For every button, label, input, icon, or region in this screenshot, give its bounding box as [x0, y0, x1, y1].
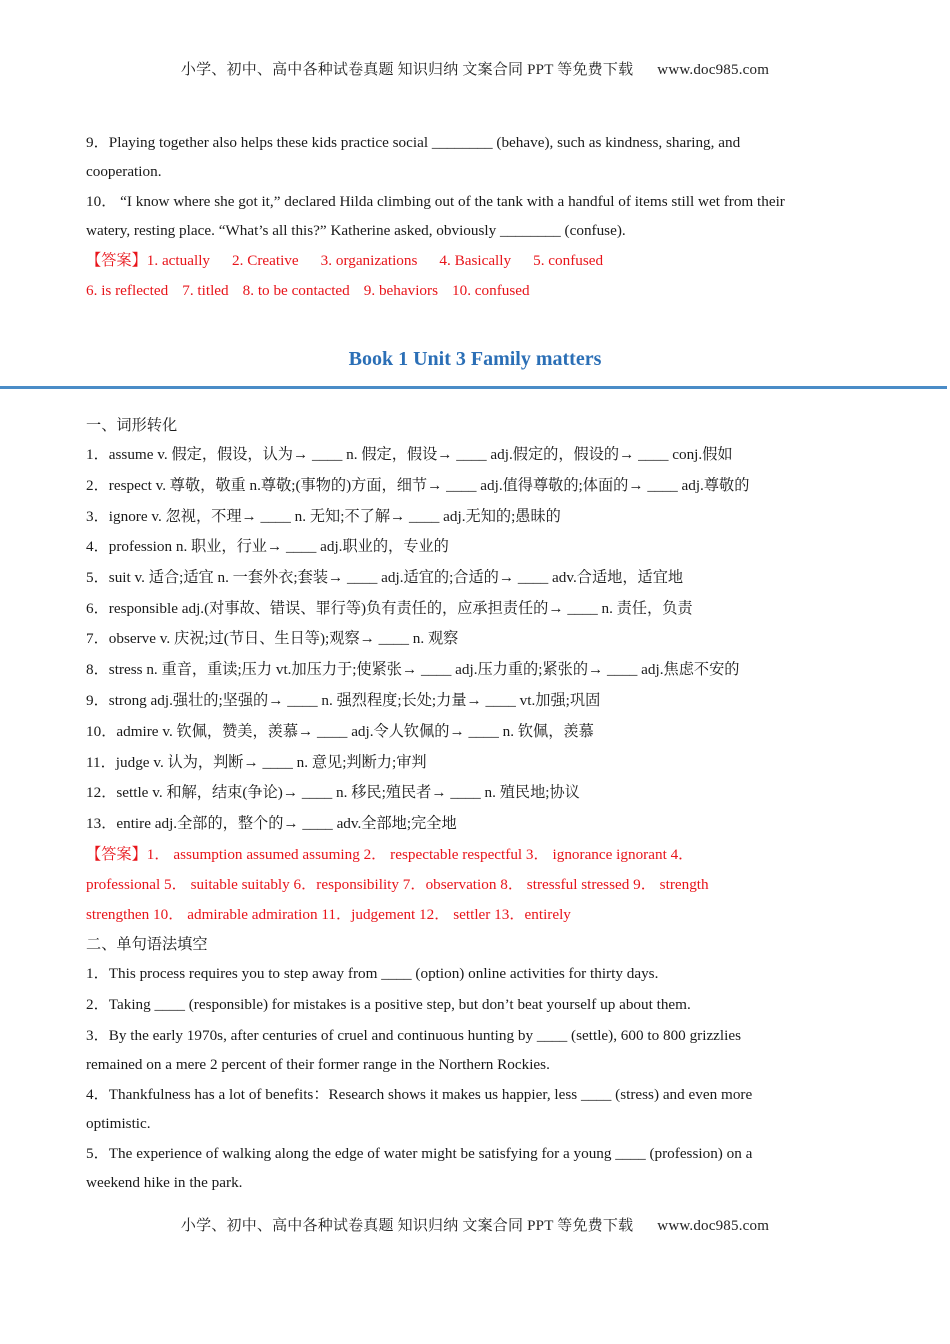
part2-line: 4．Thankfulness has a lot of benefits：Research shows it makes us happier, less ____ (stress) and even more	[86, 1086, 753, 1103]
part2-heading: 二、单句语法填空	[86, 936, 208, 953]
answer-item: 3. organizations	[320, 252, 418, 269]
part1-item: 12．settle v. 和解，结束(争论)→ ____ n. 移民;殖民者→ ____ n. 殖民地;协议	[86, 784, 580, 801]
answer-row-1	[86, 251, 876, 271]
part1-answers-line2: professional 5． suitable suitably 6．responsibility 7．observation 8． stressful stressed 9． strength	[86, 876, 709, 893]
question-10-line2: watery, resting place. “What’s all this?” Katherine asked, obviously ________ (confuse).	[86, 222, 626, 239]
part2-line: remained on a mere 2 percent of their former range in the Northern Rockies.	[86, 1056, 550, 1073]
part1-item: 2．respect v. 尊敬，敬重 n.尊敬;(事物的)方面，细节→ ____ adj.值得尊敬的;体面的→ ____ adj.尊敬的	[86, 477, 750, 494]
header-text: 小学、初中、高中各种试卷真题 知识归纳 文案合同 PPT 等免费下载	[180, 62, 634, 78]
part1-item: 13．entire adj.全部的，整个的→ ____ adv.全部地;完全地	[86, 815, 457, 832]
part1-item: 4．profession n. 职业，行业→ ____ adj.职业的，专业的	[86, 538, 449, 555]
question-9-line2: cooperation.	[86, 163, 162, 180]
part1-item: 3．ignore v. 忽视，不理→ ____ n. 无知;不了解→ ____ adj.无知的;愚昧的	[86, 508, 561, 525]
part1-item: 1．assume v. 假定，假设，认为→ ____ n. 假定，假设→ ____ adj.假定的，假设的→ ____ conj.假如	[86, 446, 733, 463]
part1-item: 9．strong adj.强壮的;坚强的→ ____ n. 强烈程度;长处;力量→ ____ vt.加强;巩固	[86, 692, 601, 709]
part2-line: weekend hike in the park.	[86, 1174, 243, 1191]
footer-text: 小学、初中、高中各种试卷真题 知识归纳 文案合同 PPT 等免费下载	[180, 1218, 634, 1234]
part1-heading: 一、词形转化	[86, 417, 178, 434]
title-divider	[0, 386, 947, 389]
part1-item: 8．stress n. 重音，重读;压力 vt.加压力于;使紧张→ ____ adj.压力重的;紧张的→ ____ adj.焦虑不安的	[86, 661, 740, 678]
answer-item: 2. Creative	[232, 252, 299, 269]
answer-item: 5. confused	[533, 252, 604, 269]
part1-answers-line3: strengthen 10． admirable admiration 11．judgement 12． settler 13．entirely	[86, 906, 571, 923]
header-site: www.doc985.com	[657, 62, 770, 78]
answer-item: 4. Basically	[439, 252, 512, 269]
part2-line: optimistic.	[86, 1115, 151, 1132]
page-footer	[0, 1214, 950, 1235]
answer-row-2	[86, 281, 876, 301]
part2-line: 3．By the early 1970s, after centuries of cruel and continuous hunting by ____ (settle), 600 to 800 grizzlies	[86, 1027, 742, 1044]
part1-item: 7．observe v. 庆祝;过(节日、生日等);观察→ ____ n. 观察	[86, 630, 459, 647]
part1-item: 11．judge v. 认为，判断→ ____ n. 意见;判断力;审判	[86, 754, 427, 771]
part1-item: 6．responsible adj.(对事故、错误、罪行等)负有责任的，应承担责任的→ ____ n. 责任，负责	[86, 600, 693, 617]
page-header	[0, 58, 950, 79]
part1-answers-line1: 【答案】1． assumption assumed assuming 2． respectable respectful 3． ignorance ignorant 4．	[86, 846, 694, 863]
answer-item: 6. is reflected	[86, 282, 169, 299]
unit-title: Book 1 Unit 3 Family matters	[348, 348, 602, 370]
part1-item: 5．suit v. 适合;适宜 n. 一套外衣;套装→ ____ adj.适宜的;合适的→ ____ adv.合适地，适宜地	[86, 569, 684, 586]
footer-site: www.doc985.com	[657, 1218, 770, 1234]
question-10-line1: 10． “I know where she got it,” declared Hilda climbing out of the tank with a handful of items still wet from their	[86, 193, 785, 210]
part1-item: 10．admire v. 钦佩，赞美，羡慕→ ____ adj.令人钦佩的→ ____ n. 钦佩，羡慕	[86, 723, 594, 740]
answer-item: 【答案】1. actually	[86, 252, 211, 269]
part2-line: 2．Taking ____ (responsible) for mistakes is a positive step, but don’t beat yourself up about them.	[86, 996, 691, 1013]
answer-item: 7. titled	[182, 282, 229, 299]
part2-line: 1．This process requires you to step away from ____ (option) online activities for thirty days.	[86, 965, 659, 982]
answer-item: 10. confused	[452, 282, 530, 299]
question-9-line1: 9．Playing together also helps these kids practice social ________ (behave), such as kindness, sharing, and	[86, 134, 741, 151]
answer-item: 9. behaviors	[363, 282, 438, 299]
part2-line: 5．The experience of walking along the edge of water might be satisfying for a young ____ (profession) on a	[86, 1145, 753, 1162]
answer-item: 8. to be contacted	[242, 282, 350, 299]
